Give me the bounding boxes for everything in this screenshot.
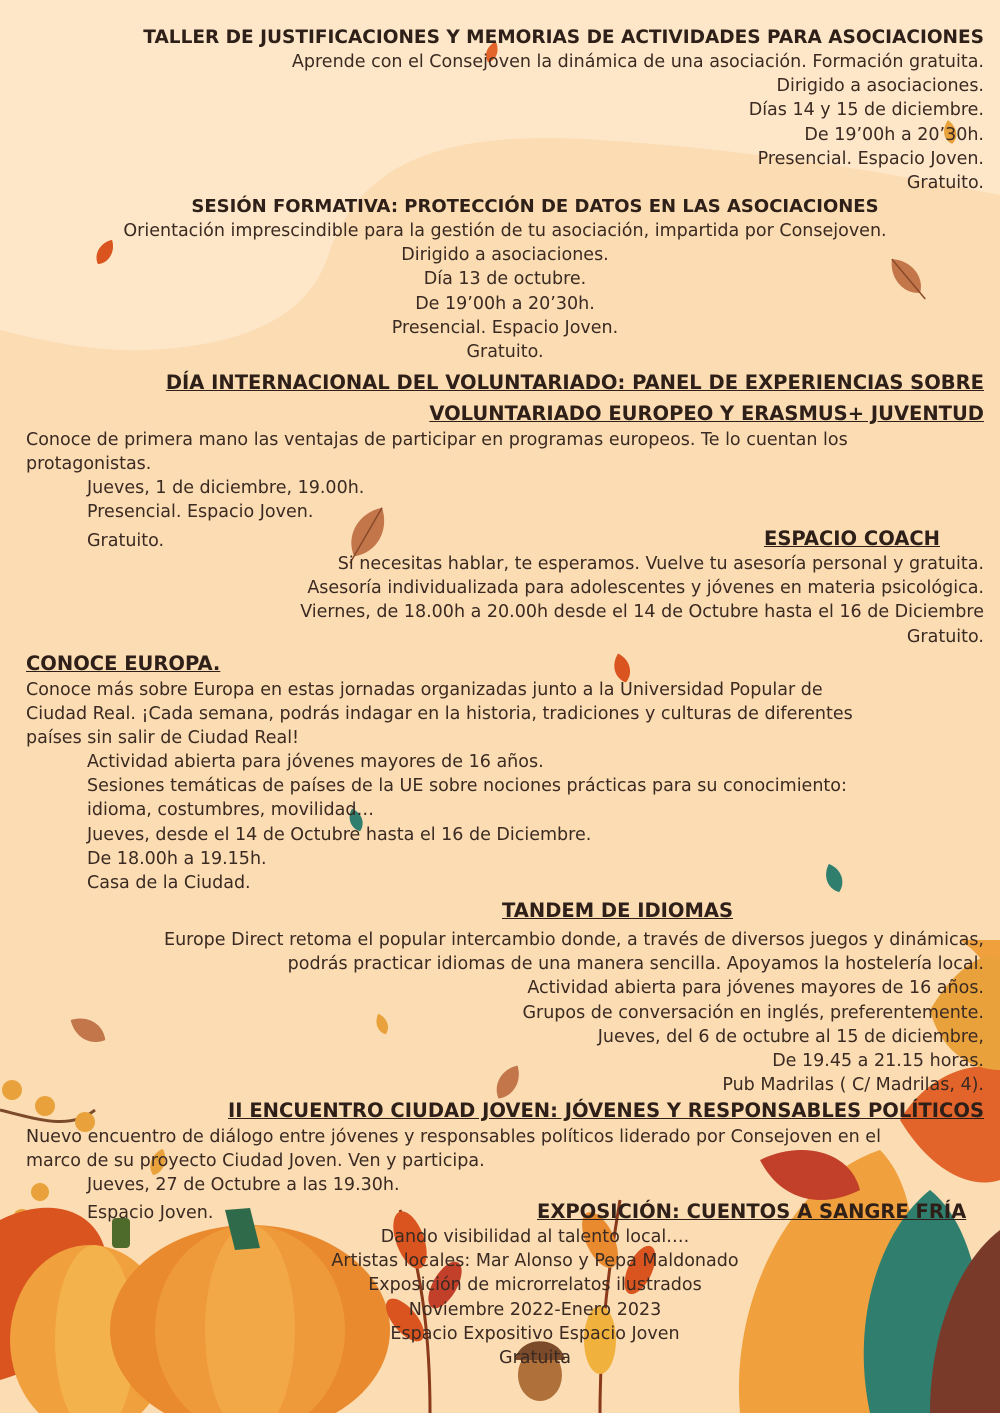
detail-line: De 19’00h a 20’30h. bbox=[804, 124, 984, 145]
detail-line: Sesiones temáticas de países de la UE sobre nociones prácticas para su conocimiento: bbox=[87, 776, 847, 797]
detail-line: Dirigido a asociaciones. bbox=[401, 245, 609, 266]
detail-line: De 18.00h a 19.15h. bbox=[87, 848, 267, 869]
encuentro-title: II ENCUENTRO CIUDAD JOVEN: JÓVENES Y RESPONSABLES POLÍTICOS bbox=[228, 1099, 984, 1122]
taller-details bbox=[292, 50, 984, 195]
detail-line: Aprende con el Consejoven la dinámica de una asociación. Formación gratuita. bbox=[291, 52, 984, 72]
intro-line: protagonistas. bbox=[26, 454, 152, 475]
detail-line: Gratuito. bbox=[466, 342, 544, 363]
europa-details bbox=[87, 750, 847, 895]
detail-line: Gratuita bbox=[499, 1348, 571, 1369]
detail-line: Casa de la Ciudad. bbox=[87, 873, 251, 894]
detail-line: Actividad abierta para jóvenes mayores de 16 años. bbox=[87, 752, 544, 772]
detail-line: Gratuito. bbox=[87, 531, 165, 552]
voluntariado-intro bbox=[26, 428, 848, 476]
detail-line: podrás practicar idiomas de una manera sencilla. Apoyamos la hostelería local. bbox=[287, 954, 984, 975]
detail-line: Asesoría individualizada para adolescentes y jóvenes en materia psicológica. bbox=[307, 578, 984, 599]
tandem-details bbox=[164, 928, 984, 1097]
detail-line: Actividad abierta para jóvenes mayores de 16 años. bbox=[527, 978, 984, 999]
detail-line: Presencial. Espacio Joven. bbox=[391, 317, 619, 338]
detail-line: Noviembre 2022-Enero 2023 bbox=[408, 1299, 662, 1320]
detail-line: Dirigido a asociaciones. bbox=[776, 76, 984, 97]
intro-line: países sin salir de Ciudad Real! bbox=[26, 728, 300, 749]
detail-line: Orientación imprescindible para la gestión de tu asociación, impartida por Consejoven. bbox=[123, 221, 887, 241]
intro-line: marco de su proyecto Ciudad Joven. Ven y participa. bbox=[26, 1151, 485, 1172]
detail-line: Si necesitas hablar, te esperamos. Vuelve tu asesoría personal y gratuita. bbox=[337, 554, 984, 574]
detail-line: Gratuito. bbox=[906, 626, 984, 647]
detail-line: Dando visibilidad al talento local…. bbox=[380, 1227, 690, 1247]
detail-line: Gratuito. bbox=[906, 173, 984, 194]
title-line: DÍA INTERNACIONAL DEL VOLUNTARIADO: PANEL DE EXPERIENCIAS SOBRE bbox=[165, 371, 984, 394]
encuentro-intro bbox=[26, 1125, 881, 1173]
detail-line: Pub Madrilas ( C/ Madrilas, 4). bbox=[722, 1075, 984, 1096]
intro-line: Conoce más sobre Europa en estas jornadas organizadas junto a la Universidad Popular de bbox=[26, 680, 823, 700]
detail-line: Jueves, 27 de Octubre a las 19.30h. bbox=[87, 1175, 400, 1195]
detail-line: Grupos de conversación en inglés, preferentemente. bbox=[522, 1002, 984, 1023]
detail-line: Días 14 y 15 de diciembre. bbox=[748, 100, 984, 121]
exposicion-title: EXPOSICIÓN: CUENTOS A SANGRE FRÍA bbox=[537, 1200, 967, 1223]
detail-line: Día 13 de octubre. bbox=[423, 269, 587, 290]
exposicion-details bbox=[0, 1225, 1000, 1370]
voluntariado-title bbox=[166, 367, 984, 429]
coach-details bbox=[300, 552, 984, 649]
detail-line: Exposición de microrrelatos ilustrados bbox=[368, 1275, 702, 1296]
detail-line: De 19’00h a 20’30h. bbox=[415, 293, 595, 314]
detail-line: Presencial. Espacio Joven. bbox=[87, 502, 314, 523]
taller-title: TALLER DE JUSTIFICACIONES Y MEMORIAS DE ACTIVIDADES PARA ASOCIACIONES bbox=[143, 27, 984, 48]
detail-line: Presencial. Espacio Joven. bbox=[757, 148, 984, 169]
intro-line: Conoce de primera mano las ventajas de participar en programas europeos. Te lo cuentan los bbox=[26, 430, 848, 450]
coach-title: ESPACIO COACH bbox=[764, 527, 940, 550]
detail-line: Espacio Expositivo Espacio Joven bbox=[390, 1323, 680, 1344]
detail-line: Espacio Joven. bbox=[87, 1203, 214, 1224]
europa-title: CONOCE EUROPA. bbox=[26, 652, 221, 675]
detail-line: idioma, costumbres, movilidad… bbox=[87, 800, 374, 821]
encuentro-details bbox=[87, 1173, 400, 1225]
intro-line: Ciudad Real. ¡Cada semana, podrás indagar en la historia, tradiciones y culturas de diferentes bbox=[26, 704, 853, 725]
detail-line: Jueves, del 6 de octubre al 15 de diciembre, bbox=[597, 1026, 984, 1047]
detail-line: Europe Direct retoma el popular intercambio donde, a través de diversos juegos y dinámicas, bbox=[164, 930, 984, 950]
title-line: VOLUNTARIADO EUROPEO Y ERASMUS+ JUVENTUD bbox=[429, 402, 984, 425]
sesion-details bbox=[0, 219, 1000, 364]
voluntariado-details bbox=[87, 476, 364, 554]
intro-line: Nuevo encuentro de diálogo entre jóvenes y responsables políticos liderado por Consejoven en el bbox=[26, 1127, 881, 1147]
detail-line: Jueves, 1 de diciembre, 19.00h. bbox=[87, 478, 365, 498]
detail-line: Viernes, de 18.00h a 20.00h desde el 14 de Octubre hasta el 16 de Diciembre bbox=[300, 602, 984, 623]
detail-line: Artistas locales: Mar Alonso y Pepa Maldonado bbox=[331, 1251, 739, 1272]
detail-line: De 19.45 a 21.15 horas. bbox=[772, 1051, 984, 1072]
sesion-title: SESIÓN FORMATIVA: PROTECCIÓN DE DATOS EN LAS ASOCIACIONES bbox=[191, 196, 879, 217]
detail-line: Jueves, desde el 14 de Octubre hasta el 16 de Diciembre. bbox=[87, 824, 592, 845]
falling-leaf-icon bbox=[66, 1012, 110, 1049]
tandem-title: TANDEM DE IDIOMAS bbox=[502, 899, 734, 922]
europa-intro bbox=[26, 678, 853, 751]
